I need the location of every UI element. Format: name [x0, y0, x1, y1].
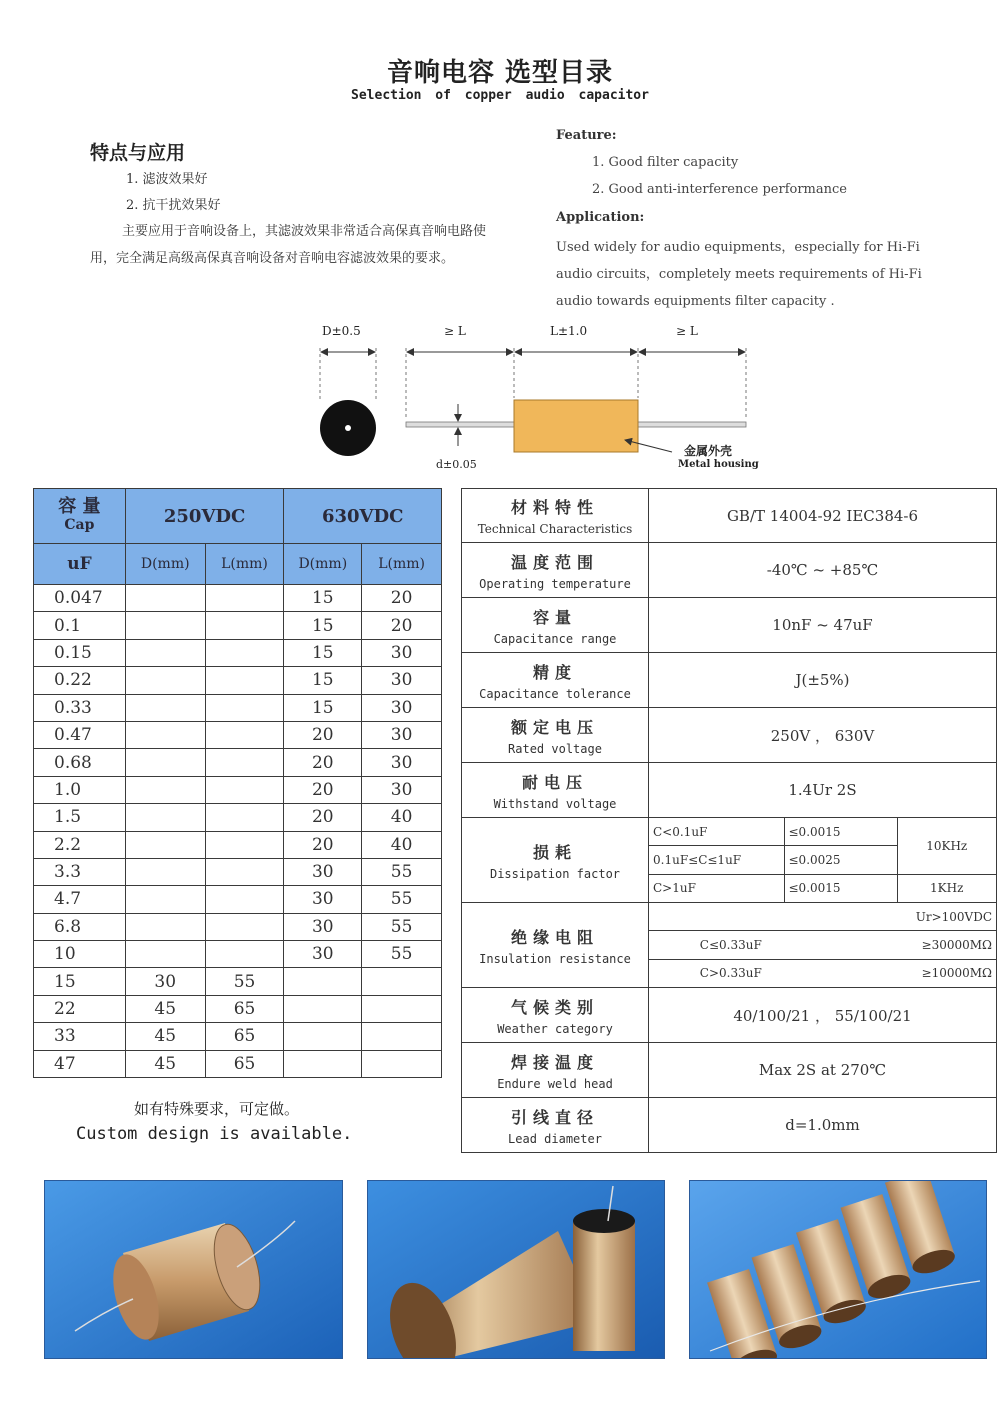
l-250-cell [205, 667, 284, 694]
l-250-cell [205, 721, 284, 748]
table-row [34, 995, 442, 1022]
l-250-cell [205, 639, 284, 666]
spec-tol-zh: 精度 [532, 662, 577, 682]
d-630-cell: 15 [284, 585, 362, 612]
l-630-cell: 20 [362, 585, 442, 612]
spec-rated-value: 250V ， 630V [649, 708, 997, 763]
spec-tech-value: GB/T 14004-92 IEC384-6 [649, 489, 997, 543]
features-cn-paragraph: 主要应用于音响设备上，其滤波效果非常适合高保真音响电路使用，完全满足高级高保真音响设备对音响电容滤波效果的要求。 [90, 224, 487, 266]
l-630-cell [362, 1023, 442, 1050]
cap-value-cell: 4.7 [34, 886, 126, 913]
l-630-cell: 55 [362, 913, 442, 940]
cap-header-cell [34, 489, 126, 544]
df-cond-3: C>1uF [649, 874, 784, 902]
table-row [34, 1050, 442, 1077]
header-d-630: D(mm) [284, 544, 362, 585]
d-250-cell: 45 [125, 1050, 205, 1077]
housing-label-cn: 金属外壳 [684, 444, 733, 458]
table-row [34, 749, 442, 776]
spec-temp-en: Operating temperature [479, 576, 631, 591]
feature-heading: Feature: [556, 128, 617, 143]
l-630-cell [362, 995, 442, 1022]
l-630-cell: 30 [362, 639, 442, 666]
l-250-cell: 65 [205, 1023, 284, 1050]
l-250-cell [205, 831, 284, 858]
ir-val-2: ≥10000MΩ [813, 959, 996, 987]
dim-l-label: L±1.0 [550, 324, 588, 338]
custom-note-cn: 如有特殊要求，可定做。 [134, 1100, 300, 1118]
d-250-cell [125, 749, 205, 776]
spec-row-weld [462, 1043, 997, 1098]
cap-value-cell: 2.2 [34, 831, 126, 858]
l-630-cell: 55 [362, 858, 442, 885]
product-photo-1 [44, 1180, 343, 1359]
spec-row-lead [462, 1098, 997, 1153]
header-250vdc: 250VDC [125, 489, 284, 544]
spec-df-en: Dissipation factor [489, 866, 621, 881]
dim-lead-right-label: ≥ L [676, 324, 698, 338]
cap-value-cell: 0.33 [34, 694, 126, 721]
d-250-cell [125, 612, 205, 639]
cap-value-cell: 1.0 [34, 776, 126, 803]
cap-value-cell: 0.047 [34, 585, 126, 612]
dissipation-subtable [649, 818, 996, 902]
table-row [34, 831, 442, 858]
spec-row-temp [462, 543, 997, 598]
features-cn-item-2: 2. 抗干扰效果好 [126, 198, 221, 213]
cap-value-cell: 1.5 [34, 804, 126, 831]
d-630-cell: 20 [284, 721, 362, 748]
spec-weld-zh: 焊接温度 [510, 1052, 599, 1072]
l-630-cell: 30 [362, 749, 442, 776]
l-630-cell: 40 [362, 831, 442, 858]
d-630-cell: 20 [284, 831, 362, 858]
spec-lead-value: d=1.0mm [649, 1098, 997, 1153]
l-630-cell: 55 [362, 886, 442, 913]
d-630-cell [284, 1050, 362, 1077]
d-630-cell: 30 [284, 913, 362, 940]
spec-lead-en: Lead diameter [508, 1131, 602, 1146]
table-row [34, 612, 442, 639]
table-row [34, 941, 442, 968]
df-val-1: ≤0.0015 [784, 818, 897, 846]
d-630-cell: 20 [284, 804, 362, 831]
d-630-cell: 15 [284, 612, 362, 639]
table-row [34, 804, 442, 831]
l-250-cell [205, 941, 284, 968]
spec-row-tolerance [462, 653, 997, 708]
custom-note-en: Custom design is available. [76, 1124, 353, 1144]
d-250-cell [125, 721, 205, 748]
spec-weld-value: Max 2S at 270℃ [649, 1043, 997, 1098]
l-630-cell: 20 [362, 612, 442, 639]
d-250-cell [125, 667, 205, 694]
product-photo-2 [367, 1180, 665, 1359]
spec-row-dissipation [462, 818, 997, 903]
cap-value-cell: 0.22 [34, 667, 126, 694]
cap-value-cell: 6.8 [34, 913, 126, 940]
l-630-cell: 40 [362, 804, 442, 831]
table-row [34, 858, 442, 885]
header-uf: uF [34, 544, 126, 585]
d-630-cell: 30 [284, 858, 362, 885]
page-subtitle: Selection of copper audio capacitor [351, 88, 649, 103]
features-cn-heading: 特点与应用 [90, 142, 186, 164]
d-630-cell: 30 [284, 941, 362, 968]
spec-withstand-value: 1.4Ur 2S [649, 763, 997, 818]
page-title: 音响电容 选型目录 [386, 58, 614, 88]
cap-value-cell: 15 [34, 968, 126, 995]
insulation-subtable [649, 903, 996, 987]
d-250-cell: 45 [125, 1023, 205, 1050]
ir-cond-2: C>0.33uF [649, 959, 813, 987]
l-250-cell: 65 [205, 1050, 284, 1077]
table-row [34, 886, 442, 913]
spec-row-withstand [462, 763, 997, 818]
spec-range-zh: 容量 [532, 607, 577, 627]
cap-value-cell: 47 [34, 1050, 126, 1077]
spec-row-tech [462, 489, 997, 543]
cap-value-cell: 0.47 [34, 721, 126, 748]
capacitor-body [514, 400, 638, 452]
spec-weather-en: Weather category [497, 1021, 613, 1036]
feature-item-2: 2. Good anti-interference performance [592, 182, 847, 197]
d-250-cell [125, 913, 205, 940]
table-row [34, 667, 442, 694]
spec-tol-en: Capacitance tolerance [479, 686, 631, 701]
d-250-cell: 30 [125, 968, 205, 995]
d-250-cell [125, 639, 205, 666]
cap-value-cell: 3.3 [34, 858, 126, 885]
feature-item-1: 1. Good filter capacity [592, 155, 739, 170]
d-630-cell: 15 [284, 694, 362, 721]
l-630-cell: 30 [362, 694, 442, 721]
l-250-cell [205, 804, 284, 831]
ir-val-1: ≥30000MΩ [813, 931, 996, 959]
cap-value-cell: 0.15 [34, 639, 126, 666]
df-freq-10khz: 10KHz [897, 818, 996, 874]
table-row [34, 968, 442, 995]
table-row [34, 585, 442, 612]
l-250-cell [205, 886, 284, 913]
spec-weld-en: Endure weld head [497, 1076, 613, 1091]
l-630-cell: 30 [362, 721, 442, 748]
cap-value-cell: 33 [34, 1023, 126, 1050]
d-250-cell [125, 858, 205, 885]
table-row [34, 913, 442, 940]
df-cond-2: 0.1uF≤C≤1uF [649, 846, 784, 874]
spec-withstand-zh: 耐电压 [521, 772, 588, 792]
spec-weather-zh: 气候类别 [510, 997, 599, 1017]
spec-ir-zh: 绝缘电阻 [510, 927, 599, 947]
d-630-cell [284, 968, 362, 995]
dim-lead-left-label: ≥ L [444, 324, 466, 338]
l-250-cell [205, 858, 284, 885]
d-250-cell [125, 694, 205, 721]
header-d-250: D(mm) [125, 544, 205, 585]
d-250-cell: 45 [125, 995, 205, 1022]
table-row [34, 639, 442, 666]
df-val-3: ≤0.0015 [784, 874, 897, 902]
l-250-cell [205, 694, 284, 721]
l-630-cell: 55 [362, 941, 442, 968]
l-630-cell: 30 [362, 667, 442, 694]
spec-rated-en: Rated voltage [508, 741, 602, 756]
spec-lead-zh: 引线直径 [510, 1107, 599, 1127]
l-250-cell: 55 [205, 968, 284, 995]
cap-value-cell: 10 [34, 941, 126, 968]
d-250-cell [125, 776, 205, 803]
application-paragraph: Used widely for audio equipments，especially for Hi-Fi audio circuits，completely meets requirements of Hi-Fi audio towards equipments filter capacity . [556, 240, 922, 309]
d-630-cell: 20 [284, 749, 362, 776]
spec-temp-value: -40℃ ~ +85℃ [649, 543, 997, 598]
spec-temp-zh: 温度范围 [510, 552, 599, 572]
l-630-cell [362, 1050, 442, 1077]
d-250-cell [125, 886, 205, 913]
df-freq-1khz: 1KHz [897, 874, 996, 902]
spec-row-weather [462, 988, 997, 1043]
spec-weather-value: 40/100/21 ， 55/100/21 [649, 988, 997, 1043]
dim-lead-diameter-label: d±0.05 [436, 458, 477, 471]
df-cond-1: C<0.1uF [649, 818, 784, 846]
spec-ir-en: Insulation resistance [479, 951, 631, 966]
spec-rated-zh: 额定电压 [510, 717, 599, 737]
d-250-cell [125, 804, 205, 831]
l-250-cell [205, 612, 284, 639]
header-630vdc: 630VDC [284, 489, 442, 544]
d-630-cell: 30 [284, 886, 362, 913]
ir-top: Ur>100VDC [649, 903, 996, 931]
application-heading: Application: [556, 210, 645, 225]
d-630-cell: 15 [284, 639, 362, 666]
cap-value-cell: 0.68 [34, 749, 126, 776]
spec-tol-value: J(±5%) [649, 653, 997, 708]
spec-tech-zh: 材料特性 [510, 498, 599, 517]
spec-range-value: 10nF ~ 47uF [649, 598, 997, 653]
spec-withstand-en: Withstand voltage [493, 796, 617, 811]
d-630-cell: 20 [284, 776, 362, 803]
spec-table [461, 488, 997, 1153]
l-250-cell [205, 776, 284, 803]
l-630-cell [362, 968, 442, 995]
table-row [34, 1023, 442, 1050]
cap-value-cell: 0.1 [34, 612, 126, 639]
l-250-cell [205, 585, 284, 612]
dim-d-label: D±0.5 [322, 324, 361, 338]
d-250-cell [125, 585, 205, 612]
l-250-cell [205, 913, 284, 940]
cap-value-cell: 22 [34, 995, 126, 1022]
table-row [34, 694, 442, 721]
header-l-250: L(mm) [205, 544, 284, 585]
spec-tech-en: Technical Characteristics [477, 522, 633, 536]
spec-row-rated [462, 708, 997, 763]
d-250-cell [125, 941, 205, 968]
df-val-2: ≤0.0025 [784, 846, 897, 874]
ir-cond-1: C≤0.33uF [649, 931, 813, 959]
spec-row-insulation [462, 903, 997, 988]
d-630-cell [284, 1023, 362, 1050]
d-630-cell: 15 [284, 667, 362, 694]
l-630-cell: 30 [362, 776, 442, 803]
l-250-cell [205, 749, 284, 776]
spec-range-en: Capacitance range [493, 631, 617, 646]
housing-label-en: Metal housing [678, 459, 759, 470]
header-l-630: L(mm) [362, 544, 442, 585]
features-cn-item-1: 1. 滤波效果好 [126, 172, 208, 187]
d-630-cell [284, 995, 362, 1022]
cap-header-cn: 容 量 [58, 496, 101, 517]
spec-df-zh: 损耗 [532, 842, 577, 862]
d-250-cell [125, 831, 205, 858]
l-250-cell: 65 [205, 995, 284, 1022]
cap-header-en: Cap [64, 517, 95, 533]
capacitance-table [33, 488, 442, 1078]
table-row [34, 721, 442, 748]
product-photo-3 [689, 1180, 987, 1359]
table-row [34, 776, 442, 803]
spec-row-range [462, 598, 997, 653]
